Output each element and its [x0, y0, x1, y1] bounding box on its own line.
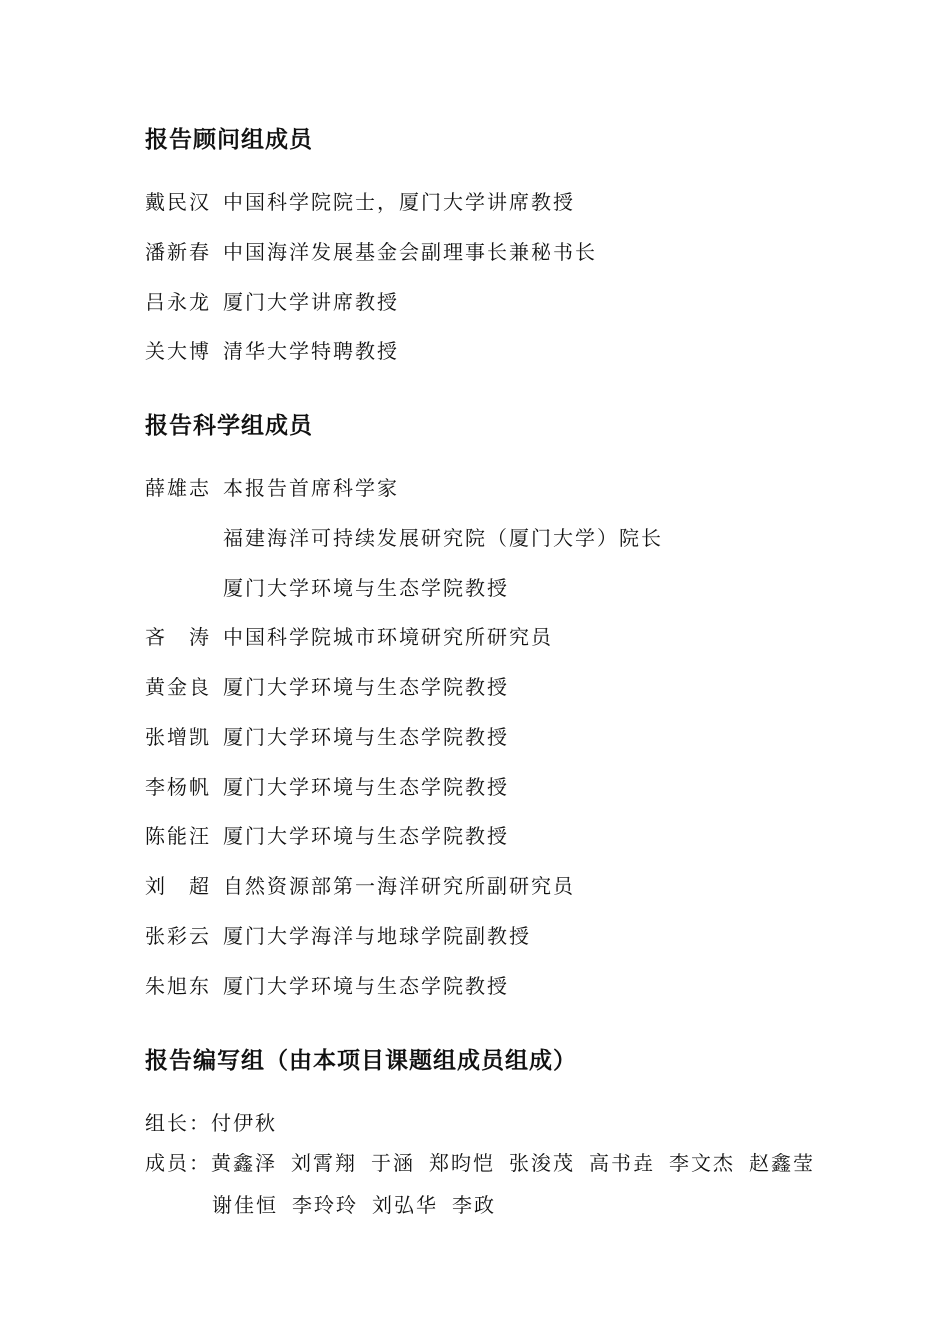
- advisor-row: [145, 337, 399, 365]
- scientist-desc: 自然资源部第一海洋研究所副研究员: [223, 874, 575, 898]
- advisor-desc: 中国海洋发展基金会副理事长兼秘书长: [223, 240, 597, 264]
- advisor-desc: 厦门大学讲席教授: [223, 290, 399, 314]
- scientist-desc: 厦门大学环境与生态学院教授: [223, 775, 509, 799]
- scientist-extra: 厦门大学环境与生态学院教授: [223, 576, 509, 600]
- scientist-name: 陈能汪: [145, 824, 211, 848]
- leader-label: 组长：: [145, 1111, 211, 1135]
- advisor-desc: 中国科学院院士，厦门大学讲席教授: [223, 190, 575, 214]
- members-label: 成员：: [145, 1151, 211, 1175]
- member-name: 张浚茂: [509, 1151, 575, 1175]
- scientist-desc: 厦门大学环境与生态学院教授: [223, 725, 509, 749]
- advisor-row: [145, 188, 575, 216]
- advisors-heading: 报告顾问组成员: [145, 127, 313, 153]
- scientist-desc: 本报告首席科学家: [223, 476, 399, 500]
- scientist-row: [145, 673, 509, 701]
- writers-heading: 报告编写组（由本项目课题组成员组成）: [145, 1048, 577, 1074]
- scientist-extra: 福建海洋可持续发展研究院（厦门大学）院长: [223, 526, 663, 550]
- member-name: 于涵: [371, 1151, 415, 1175]
- scientist-name: 刘 超: [145, 874, 211, 898]
- advisor-row: [145, 288, 399, 316]
- scientist-desc: 中国科学院城市环境研究所研究员: [223, 625, 553, 649]
- scientist-name: 朱旭东: [145, 974, 211, 998]
- scientist-name: 张增凯: [145, 725, 211, 749]
- scientists-heading: 报告科学组成员: [145, 413, 313, 439]
- scientist-row: [145, 773, 509, 801]
- scientist-desc: 厦门大学环境与生态学院教授: [223, 974, 509, 998]
- scientist-name: 薛雄志: [145, 476, 211, 500]
- advisor-name: 戴民汉: [145, 190, 211, 214]
- leader-name: 付伊秋: [211, 1111, 277, 1135]
- scientist-name: 李杨帆: [145, 775, 211, 799]
- member-name: 赵鑫莹: [749, 1151, 815, 1175]
- advisor-name: 关大博: [145, 339, 211, 363]
- scientist-name: 黄金良: [145, 675, 211, 699]
- scientist-name: 张彩云: [145, 924, 211, 948]
- advisor-name: 吕永龙: [145, 290, 211, 314]
- scientist-name: 吝 涛: [145, 625, 211, 649]
- writers-leader-line: [145, 1109, 277, 1137]
- scientist-row: [145, 922, 531, 950]
- scientist-desc: 厦门大学环境与生态学院教授: [223, 824, 509, 848]
- member-name: 郑昀恺: [429, 1151, 495, 1175]
- scientist-row: [145, 822, 509, 850]
- member-name: 谢佳恒: [212, 1193, 278, 1217]
- advisor-row: [145, 238, 597, 266]
- member-name: 高书垚: [589, 1151, 655, 1175]
- scientist-desc: 厦门大学环境与生态学院教授: [223, 675, 509, 699]
- scientist-row: [145, 623, 553, 651]
- scientist-row: [145, 872, 575, 900]
- advisor-desc: 清华大学特聘教授: [223, 339, 399, 363]
- scientist-row: [145, 474, 399, 502]
- member-name: 刘弘华: [372, 1193, 438, 1217]
- writers-members-line: [145, 1149, 829, 1177]
- writers-members-line: [212, 1191, 510, 1219]
- member-name: 李玲玲: [292, 1193, 358, 1217]
- member-name: 刘霄翔: [291, 1151, 357, 1175]
- scientist-row: [145, 972, 509, 1000]
- advisor-name: 潘新春: [145, 240, 211, 264]
- member-name: 李文杰: [669, 1151, 735, 1175]
- scientist-desc: 厦门大学海洋与地球学院副教授: [223, 924, 531, 948]
- scientist-row: [145, 723, 509, 751]
- member-name: 黄鑫泽: [211, 1151, 277, 1175]
- member-name: 李政: [452, 1193, 496, 1217]
